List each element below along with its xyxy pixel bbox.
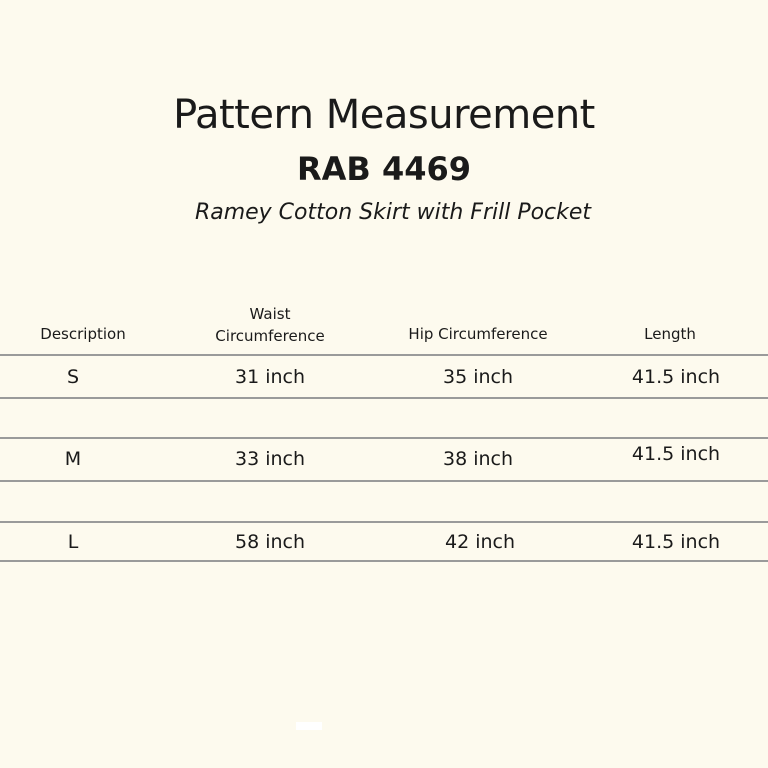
divider-line xyxy=(0,480,768,482)
cell-length: 41.5 inch xyxy=(631,443,721,465)
cell-waist: 31 inch xyxy=(234,366,306,388)
pattern-code: RAB 4469 xyxy=(297,150,471,188)
cell-size: S xyxy=(66,366,80,388)
cell-hip: 35 inch xyxy=(442,366,514,388)
cell-size: M xyxy=(64,448,82,470)
header-hip: Hip Circumference xyxy=(408,325,548,343)
header-description: Description xyxy=(40,325,126,343)
divider-line xyxy=(0,560,768,562)
product-subtitle: Ramey Cotton Skirt with Frill Pocket xyxy=(194,200,592,225)
divider-line xyxy=(0,521,768,523)
header-waist-line1: Waist xyxy=(249,305,291,323)
cell-size: L xyxy=(67,531,79,553)
cell-length: 41.5 inch xyxy=(631,366,721,388)
page-title: Pattern Measurement xyxy=(173,92,595,138)
header-length: Length xyxy=(644,325,696,343)
cell-length: 41.5 inch xyxy=(631,531,721,553)
decorative-mark xyxy=(296,722,322,730)
divider-line xyxy=(0,397,768,399)
cell-waist: 58 inch xyxy=(234,531,306,553)
cell-hip: 42 inch xyxy=(444,531,516,553)
divider-line xyxy=(0,437,768,439)
header-waist-line2: Circumference xyxy=(215,327,325,345)
cell-waist: 33 inch xyxy=(234,448,306,470)
divider-line xyxy=(0,354,768,356)
header-waist xyxy=(200,303,340,347)
cell-hip: 38 inch xyxy=(442,448,514,470)
